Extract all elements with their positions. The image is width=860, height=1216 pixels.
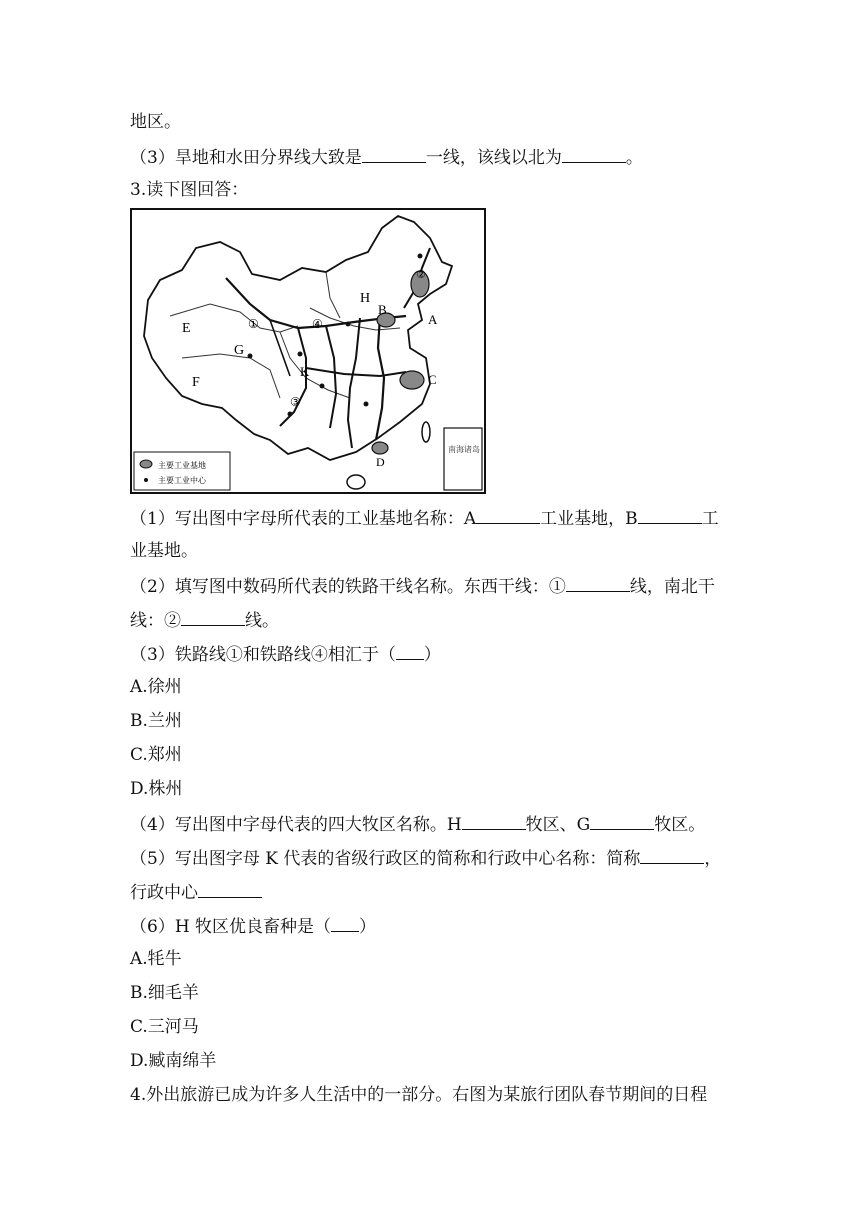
option-text: C.郑州: [130, 745, 182, 765]
text-fragment: （5）写出图字母 K 代表的省级行政区的简称和行政中心名称：简称: [130, 849, 641, 869]
question-3-part-5: [130, 845, 740, 871]
answer-blank[interactable]: [462, 811, 526, 830]
map-label-K: K: [300, 364, 310, 379]
answer-blank[interactable]: [640, 845, 704, 864]
text-fragment: 一线，该线以北为: [425, 148, 562, 168]
text-fragment: （6）H 牧区优良畜种是（: [130, 917, 332, 937]
option-text: B.细毛羊: [130, 983, 199, 1003]
text-fragment: 工业基地，B: [540, 509, 638, 529]
map-label-railway-1: ①: [248, 317, 259, 331]
text-fragment: ，: [704, 849, 722, 869]
option-d[interactable]: [130, 777, 740, 801]
text-fragment: （4）写出图中字母代表的四大牧区名称。H: [130, 815, 462, 835]
option-b[interactable]: [130, 709, 740, 733]
option-text: A.牦牛: [130, 949, 182, 969]
text-fragment: （2）填写图中数码所代表的铁路干线名称。东西干线：①: [130, 577, 566, 597]
legend-industrial-base: 主要工业基地: [158, 461, 206, 470]
text-fragment: （1）写出图中字母所代表的工业基地名称：A: [130, 509, 477, 529]
option-b[interactable]: [130, 981, 740, 1005]
text-fragment: 。: [625, 148, 643, 168]
text-line: [130, 607, 740, 633]
text-fragment: ）: [359, 917, 377, 937]
answer-blank[interactable]: [638, 505, 702, 524]
text-fragment: 地区。: [130, 112, 181, 132]
map-inset-label: 南海诸岛: [448, 445, 480, 454]
answer-blank[interactable]: [396, 641, 424, 660]
answer-blank[interactable]: [181, 607, 245, 626]
option-d[interactable]: [130, 1049, 740, 1073]
map-label-B: B: [378, 302, 387, 317]
text-fragment: 牧区、G: [525, 815, 591, 835]
text-line: [130, 539, 740, 563]
text-fragment: 牧区。: [654, 815, 706, 835]
text-fragment: （3）旱地和水田分界线大致是: [130, 148, 362, 168]
map-label-F: F: [192, 375, 200, 390]
question-3-part-3: [130, 641, 740, 667]
text-fragment: 线，南北干: [629, 577, 715, 597]
map-label-H: H: [360, 291, 371, 306]
question-4-title: [130, 1083, 740, 1107]
map-label-E: E: [182, 321, 191, 336]
text-fragment: 工: [701, 509, 719, 529]
option-c[interactable]: [130, 1015, 740, 1039]
option-a[interactable]: [130, 675, 740, 699]
map-label-railway-4: ④: [312, 317, 323, 331]
map-label-G: G: [234, 343, 245, 358]
legend-industrial-center: 主要工业中心: [158, 476, 206, 485]
question-3-part-6: [130, 913, 740, 939]
option-text: A.徐州: [130, 677, 182, 697]
option-text: B.兰州: [130, 711, 182, 731]
map-label-D: D: [376, 455, 385, 469]
map-label-C: C: [428, 372, 437, 387]
answer-blank[interactable]: [590, 811, 654, 830]
question-3-title: [130, 178, 740, 202]
map-label-railway-2: ②: [416, 268, 426, 281]
map-label-railway-3: ③: [290, 395, 301, 409]
text-line: [130, 879, 740, 905]
answer-blank[interactable]: [566, 573, 630, 592]
china-industry-map: [130, 208, 486, 494]
question-3-part-1: [130, 505, 740, 531]
map-label-A: A: [428, 312, 438, 327]
text-fragment: 业基地。: [130, 541, 198, 561]
option-text: C.三河马: [130, 1017, 199, 1037]
answer-blank[interactable]: [562, 144, 626, 163]
text-line: [130, 110, 740, 134]
question-3-part-2: [130, 573, 740, 599]
text-fragment: 3.读下图回答：: [130, 180, 249, 200]
answer-blank[interactable]: [476, 505, 540, 524]
option-c[interactable]: [130, 743, 740, 767]
text-fragment: 线。: [245, 611, 279, 631]
answer-blank[interactable]: [362, 144, 426, 163]
text-fragment: 线：②: [130, 611, 181, 631]
option-text: D.株州: [130, 779, 183, 799]
text-fragment: （3）铁路线①和铁路线④相汇于（: [130, 645, 396, 665]
answer-blank[interactable]: [331, 913, 359, 932]
question-2-part-3: [130, 144, 740, 170]
answer-blank[interactable]: [198, 879, 262, 898]
option-text: D.臧南绵羊: [130, 1051, 217, 1071]
option-a[interactable]: [130, 947, 740, 971]
question-3-part-4: [130, 811, 740, 837]
text-fragment: 4.外出旅游已成为许多人生活中的一部分。右图为某旅行团队春节期间的日程: [130, 1085, 708, 1105]
text-fragment: 行政中心: [130, 883, 198, 903]
text-fragment: ）: [423, 645, 441, 665]
